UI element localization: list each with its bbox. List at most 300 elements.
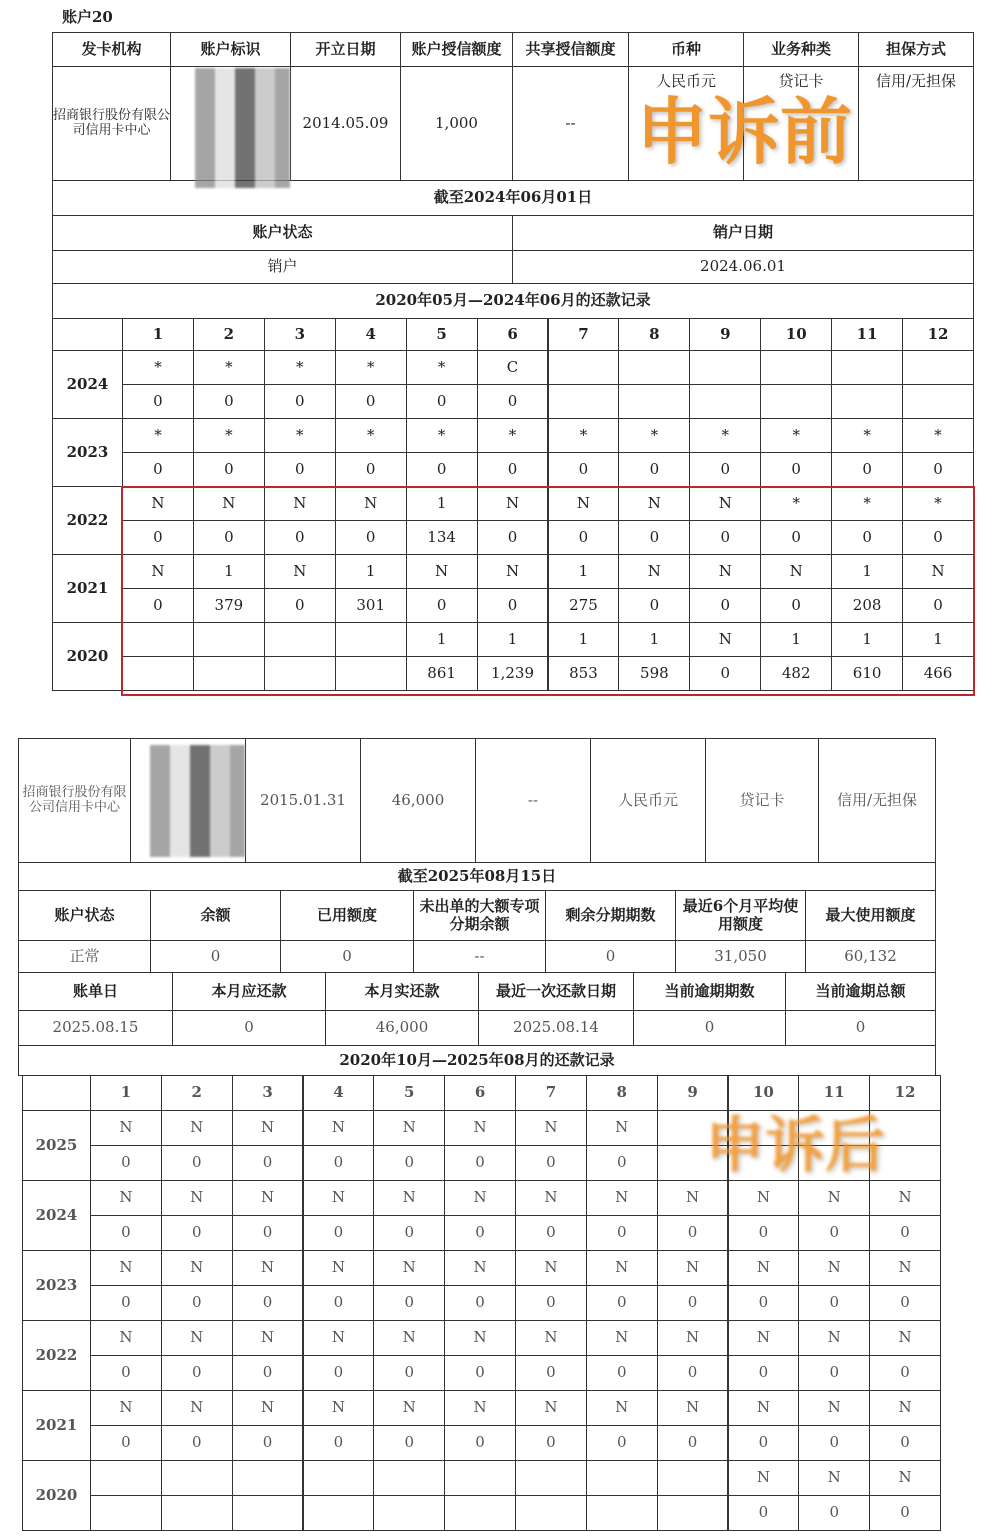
repayment-amount-cell: 0	[90, 1215, 162, 1251]
repayment-amount-cell: 0	[444, 1145, 516, 1181]
repayment-status-cell: *	[406, 418, 478, 453]
summary-value: 0	[172, 1010, 326, 1046]
repayment-amount-cell: 0	[618, 520, 690, 555]
repayment-status-cell: *	[264, 418, 336, 453]
repayment-amount-cell: 466	[902, 656, 974, 691]
repayment-amount-cell: 0	[586, 1285, 658, 1321]
repayment-status-cell: N	[618, 554, 690, 589]
repayment-status-cell: N	[232, 1250, 304, 1286]
column-header: 币种	[628, 32, 744, 67]
record-title: 2020年05月—2024年06月的还款记录	[52, 283, 974, 319]
repayment-amount-cell: 0	[477, 452, 549, 487]
year-label: 2024	[22, 1180, 91, 1251]
repayment-amount-cell: 0	[264, 384, 336, 419]
year-label: 2023	[22, 1250, 91, 1321]
year-label: 2022	[22, 1320, 91, 1391]
redacted-account-id	[150, 745, 245, 857]
repayment-amount-cell: 0	[232, 1425, 304, 1461]
column-value: 招商银行股份有限公司信用卡中心	[18, 738, 131, 863]
month-header: 6	[444, 1075, 516, 1111]
repayment-amount-cell: 0	[728, 1355, 800, 1391]
column-value: --	[512, 66, 629, 181]
summary-value: 0	[785, 1010, 936, 1046]
repayment-amount-cell: 0	[90, 1145, 162, 1181]
column-value: 信用/无担保	[858, 66, 974, 181]
repayment-status-cell: N	[444, 1320, 516, 1356]
repayment-amount-cell: 0	[90, 1285, 162, 1321]
repayment-status-cell: N	[373, 1180, 445, 1216]
repayment-amount-cell: 0	[303, 1285, 375, 1321]
repayment-status-cell: N	[161, 1250, 233, 1286]
summary-header: 账单日	[18, 972, 173, 1011]
repayment-status-cell: 1	[902, 622, 974, 657]
repayment-amount-cell: 0	[406, 588, 478, 623]
repayment-status-cell: N	[373, 1320, 445, 1356]
repayment-amount-cell: 0	[193, 384, 265, 419]
repayment-status-cell: *	[902, 486, 974, 521]
repayment-status-cell: N	[728, 1460, 800, 1496]
repayment-amount-cell	[689, 384, 761, 419]
repayment-amount-cell: 0	[728, 1285, 800, 1321]
summary-header: 剩余分期期数	[545, 890, 676, 941]
repayment-status-cell: *	[689, 418, 761, 453]
month-header: 2	[161, 1075, 233, 1111]
repayment-amount-cell: 0	[373, 1355, 445, 1391]
year-label: 2022	[52, 486, 123, 555]
repayment-status-cell	[515, 1460, 587, 1496]
repayment-status-cell: N	[902, 554, 974, 589]
repayment-status-cell: N	[264, 554, 336, 589]
record-title: 2020年10月—2025年08月的还款记录	[18, 1045, 936, 1076]
repayment-status-cell: 1	[548, 622, 620, 657]
repayment-status-cell: N	[161, 1180, 233, 1216]
repayment-status-cell	[303, 1460, 375, 1496]
summary-header: 本月实还款	[325, 972, 479, 1011]
repayment-status-cell: N	[689, 486, 761, 521]
repayment-amount-cell: 0	[657, 1215, 729, 1251]
summary-header: 本月应还款	[172, 972, 326, 1011]
repayment-status-cell: 1	[548, 554, 620, 589]
repayment-amount-cell: 610	[831, 656, 903, 691]
repayment-amount-cell: 598	[618, 656, 690, 691]
repayment-status-cell: N	[869, 1250, 941, 1286]
repayment-status-cell: N	[869, 1460, 941, 1496]
repayment-amount-cell: 134	[406, 520, 478, 555]
repayment-amount-cell: 861	[406, 656, 478, 691]
repayment-amount-cell: 0	[264, 520, 336, 555]
repayment-amount-cell: 0	[335, 384, 407, 419]
repayment-status-cell: N	[232, 1180, 304, 1216]
repayment-status-cell: N	[373, 1390, 445, 1426]
repayment-amount-cell: 0	[232, 1285, 304, 1321]
month-header: 9	[689, 318, 761, 351]
repayment-amount-cell: 0	[122, 452, 194, 487]
repayment-status-cell: 1	[477, 622, 549, 657]
repayment-amount-cell: 0	[335, 452, 407, 487]
repayment-status-cell: 1	[760, 622, 832, 657]
repayment-amount-cell: 0	[728, 1495, 800, 1531]
repayment-status-cell: N	[657, 1320, 729, 1356]
column-value: 1,000	[400, 66, 513, 181]
month-header: 5	[406, 318, 478, 351]
status-header: 销户日期	[512, 215, 974, 251]
column-header: 发卡机构	[52, 32, 171, 67]
column-header: 账户标识	[170, 32, 291, 67]
repayment-status-cell: N	[515, 1320, 587, 1356]
repayment-amount-cell: 0	[303, 1145, 375, 1181]
repayment-status-cell: N	[586, 1110, 658, 1146]
repayment-amount-cell: 0	[303, 1425, 375, 1461]
repayment-amount-cell: 0	[90, 1355, 162, 1391]
repayment-amount-cell	[657, 1495, 729, 1531]
year-label: 2021	[52, 554, 123, 623]
repayment-amount-cell: 0	[657, 1285, 729, 1321]
summary-value: 31,050	[675, 940, 806, 973]
repayment-amount-cell: 0	[831, 520, 903, 555]
repayment-status-cell: N	[477, 486, 549, 521]
column-header: 担保方式	[858, 32, 974, 67]
repayment-status-cell: 1	[831, 622, 903, 657]
month-header: 2	[193, 318, 265, 351]
repayment-status-cell	[586, 1460, 658, 1496]
repayment-status-cell: N	[122, 486, 194, 521]
repayment-status-cell: *	[760, 486, 832, 521]
repayment-amount-cell: 0	[689, 520, 761, 555]
month-header: 4	[335, 318, 407, 351]
repayment-amount-cell: 0	[161, 1145, 233, 1181]
repayment-amount-cell	[548, 384, 620, 419]
repayment-status-cell: 1	[618, 622, 690, 657]
highlight-box	[121, 486, 975, 696]
month-header: 12	[869, 1075, 941, 1111]
repayment-amount-cell: 0	[444, 1215, 516, 1251]
as-of-date: 截至2024年06月01日	[52, 180, 974, 216]
year-label: 2020	[22, 1460, 91, 1531]
column-value: 人民币元	[590, 738, 706, 863]
column-header: 账户授信额度	[400, 32, 513, 67]
month-header: 4	[303, 1075, 375, 1111]
column-value: --	[475, 738, 591, 863]
repayment-amount-cell: 0	[618, 588, 690, 623]
repayment-amount-cell: 0	[232, 1145, 304, 1181]
repayment-status-cell: N	[406, 554, 478, 589]
repayment-status-cell: N	[618, 486, 690, 521]
summary-header: 当前逾期期数	[633, 972, 786, 1011]
repayment-amount-cell: 0	[373, 1215, 445, 1251]
month-header: 3	[232, 1075, 304, 1111]
month-header: 6	[477, 318, 549, 351]
repayment-status-cell: *	[760, 418, 832, 453]
summary-value: 2025.08.15	[18, 1010, 173, 1046]
repayment-status-cell: N	[728, 1250, 800, 1286]
repayment-status-cell: 1	[193, 554, 265, 589]
repayment-amount-cell	[373, 1495, 445, 1531]
repayment-status-cell: *	[193, 350, 265, 385]
repayment-amount-cell	[760, 384, 832, 419]
column-value: 人民币元	[628, 66, 744, 181]
account-label: 账户20	[62, 8, 113, 26]
repayment-status-cell: N	[689, 554, 761, 589]
repayment-amount-cell	[161, 1495, 233, 1531]
repayment-amount-cell: 0	[444, 1355, 516, 1391]
redacted-account-id	[195, 68, 290, 188]
repayment-amount-cell: 1,239	[477, 656, 549, 691]
repayment-status-cell: N	[232, 1110, 304, 1146]
repayment-status-cell: N	[161, 1390, 233, 1426]
repayment-amount-cell: 208	[831, 588, 903, 623]
column-value: 2015.01.31	[245, 738, 361, 863]
repayment-amount-cell: 0	[406, 452, 478, 487]
repayment-amount-cell	[232, 1495, 304, 1531]
repayment-status-cell: N	[303, 1110, 375, 1146]
repayment-amount-cell: 0	[902, 588, 974, 623]
repayment-amount-cell: 0	[618, 452, 690, 487]
repayment-status-cell: *	[122, 350, 194, 385]
repayment-amount-cell: 0	[798, 1215, 870, 1251]
repayment-status-cell: N	[90, 1320, 162, 1356]
month-header: 7	[548, 318, 620, 351]
repayment-status-cell: *	[902, 418, 974, 453]
repayment-amount-cell: 0	[90, 1425, 162, 1461]
repayment-amount-cell: 0	[586, 1145, 658, 1181]
repayment-status-cell	[618, 350, 690, 385]
repayment-status-cell: N	[657, 1250, 729, 1286]
repayment-status-cell	[373, 1460, 445, 1496]
repayment-status-cell: N	[90, 1250, 162, 1286]
summary-value: 46,000	[325, 1010, 479, 1046]
repayment-status-cell: *	[831, 418, 903, 453]
summary-value: 正常	[18, 940, 151, 973]
repayment-status-cell: N	[728, 1390, 800, 1426]
repayment-status-cell: N	[586, 1390, 658, 1426]
repayment-status-cell: N	[869, 1390, 941, 1426]
repayment-amount-cell: 0	[586, 1425, 658, 1461]
repayment-amount-cell: 0	[406, 384, 478, 419]
repayment-amount-cell: 0	[515, 1355, 587, 1391]
repayment-status-cell: 1	[406, 622, 478, 657]
repayment-amount-cell: 0	[798, 1285, 870, 1321]
repayment-amount-cell: 0	[444, 1285, 516, 1321]
repayment-amount-cell	[515, 1495, 587, 1531]
repayment-status-cell: N	[373, 1250, 445, 1286]
repayment-amount-cell: 0	[689, 656, 761, 691]
repayment-amount-cell: 0	[728, 1215, 800, 1251]
repayment-status-cell: N	[515, 1390, 587, 1426]
repayment-amount-cell	[618, 384, 690, 419]
month-header: 7	[515, 1075, 587, 1111]
repayment-status-cell	[548, 350, 620, 385]
column-header: 开立日期	[290, 32, 401, 67]
repayment-status-cell: N	[303, 1320, 375, 1356]
repayment-amount-cell: 0	[657, 1425, 729, 1461]
column-header: 共享授信额度	[512, 32, 629, 67]
month-header: 10	[728, 1075, 800, 1111]
year-label: 2023	[52, 418, 123, 487]
repayment-amount-cell: 0	[232, 1215, 304, 1251]
repayment-amount-cell: 0	[193, 520, 265, 555]
month-header-corner	[22, 1075, 91, 1111]
repayment-amount-cell: 0	[869, 1285, 941, 1321]
repayment-amount-cell: 0	[161, 1355, 233, 1391]
repayment-amount-cell	[831, 384, 903, 419]
repayment-status-cell: N	[303, 1390, 375, 1426]
repayment-status-cell	[689, 350, 761, 385]
repayment-status-cell: N	[798, 1460, 870, 1496]
month-header: 8	[586, 1075, 658, 1111]
repayment-status-cell: N	[161, 1320, 233, 1356]
repayment-status-cell: N	[548, 486, 620, 521]
repayment-amount-cell: 0	[161, 1285, 233, 1321]
repayment-amount-cell: 0	[548, 520, 620, 555]
year-label: 2021	[22, 1390, 91, 1461]
repayment-status-cell: N	[303, 1250, 375, 1286]
repayment-status-cell: N	[90, 1390, 162, 1426]
repayment-amount-cell: 0	[122, 588, 194, 623]
column-value: 46,000	[360, 738, 476, 863]
repayment-status-cell	[444, 1460, 516, 1496]
repayment-status-cell: N	[728, 1180, 800, 1216]
repayment-amount-cell: 0	[760, 520, 832, 555]
repayment-status-cell: N	[444, 1110, 516, 1146]
month-header: 11	[831, 318, 903, 351]
repayment-status-cell: N	[515, 1250, 587, 1286]
month-header: 8	[618, 318, 690, 351]
repayment-status-cell: N	[193, 486, 265, 521]
summary-value: 0	[280, 940, 414, 973]
repayment-status-cell: N	[586, 1320, 658, 1356]
repayment-amount-cell: 0	[335, 520, 407, 555]
repayment-status-cell: N	[444, 1390, 516, 1426]
summary-value: 2025.08.14	[478, 1010, 634, 1046]
column-value: 招商银行股份有限公司信用卡中心	[52, 66, 171, 181]
repayment-status-cell: *	[122, 418, 194, 453]
repayment-status-cell: *	[193, 418, 265, 453]
repayment-status-cell: N	[232, 1390, 304, 1426]
repayment-amount-cell: 0	[264, 588, 336, 623]
repayment-status-cell: N	[232, 1320, 304, 1356]
repayment-status-cell	[232, 1460, 304, 1496]
repayment-status-cell: N	[335, 486, 407, 521]
repayment-status-cell: 1	[406, 486, 478, 521]
repayment-amount-cell: 0	[798, 1495, 870, 1531]
repayment-amount-cell: 0	[902, 520, 974, 555]
repayment-status-cell: N	[515, 1110, 587, 1146]
year-label: 2020	[52, 622, 123, 691]
repayment-amount-cell: 0	[760, 452, 832, 487]
repayment-amount-cell: 482	[760, 656, 832, 691]
repayment-amount-cell: 0	[728, 1425, 800, 1461]
repayment-status-cell: N	[477, 554, 549, 589]
repayment-amount-cell	[586, 1495, 658, 1531]
repayment-amount-cell: 0	[869, 1215, 941, 1251]
repayment-amount-cell: 0	[657, 1355, 729, 1391]
repayment-status-cell: N	[798, 1390, 870, 1426]
summary-header: 最大使用额度	[805, 890, 936, 941]
repayment-amount-cell: 0	[869, 1425, 941, 1461]
month-header: 11	[798, 1075, 870, 1111]
repayment-amount-cell: 379	[193, 588, 265, 623]
summary-header: 最近6个月平均使用额度	[675, 890, 806, 941]
repayment-status-cell: *	[831, 486, 903, 521]
repayment-status-cell: N	[657, 1390, 729, 1426]
repayment-amount-cell: 0	[869, 1495, 941, 1531]
repayment-amount-cell: 0	[444, 1425, 516, 1461]
repayment-amount-cell: 0	[122, 384, 194, 419]
column-value: 2014.05.09	[290, 66, 401, 181]
column-value: 贷记卡	[743, 66, 859, 181]
month-header: 3	[264, 318, 336, 351]
repayment-amount-cell: 0	[798, 1355, 870, 1391]
repayment-amount-cell: 0	[303, 1215, 375, 1251]
summary-value: 0	[545, 940, 676, 973]
before-stamp: 申诉前	[636, 90, 853, 174]
repayment-status-cell: N	[264, 486, 336, 521]
repayment-status-cell: *	[335, 350, 407, 385]
repayment-status-cell: N	[760, 554, 832, 589]
repayment-status-cell: 1	[831, 554, 903, 589]
repayment-amount-cell: 0	[869, 1355, 941, 1391]
repayment-amount-cell: 0	[515, 1145, 587, 1181]
summary-value: 0	[150, 940, 281, 973]
repayment-amount-cell	[902, 384, 974, 419]
repayment-amount-cell: 0	[477, 588, 549, 623]
repayment-status-cell: N	[90, 1180, 162, 1216]
repayment-amount-cell: 0	[122, 520, 194, 555]
repayment-amount-cell: 0	[831, 452, 903, 487]
summary-value: --	[413, 940, 546, 973]
month-header: 1	[122, 318, 194, 351]
repayment-amount-cell: 275	[548, 588, 620, 623]
repayment-amount-cell: 0	[193, 452, 265, 487]
summary-value: 0	[633, 1010, 786, 1046]
repayment-amount-cell: 0	[798, 1425, 870, 1461]
repayment-status-cell: C	[477, 350, 549, 385]
column-header: 业务种类	[743, 32, 859, 67]
repayment-status-cell: N	[586, 1180, 658, 1216]
repayment-amount-cell: 0	[373, 1425, 445, 1461]
month-header: 10	[760, 318, 832, 351]
status-value: 2024.06.01	[512, 250, 974, 284]
repayment-amount-cell: 0	[902, 452, 974, 487]
repayment-amount-cell: 0	[548, 452, 620, 487]
repayment-amount-cell: 0	[303, 1355, 375, 1391]
repayment-status-cell: N	[869, 1320, 941, 1356]
summary-header: 当前逾期总额	[785, 972, 936, 1011]
summary-header: 余额	[150, 890, 281, 941]
repayment-amount-cell: 0	[760, 588, 832, 623]
repayment-status-cell: *	[618, 418, 690, 453]
repayment-amount-cell: 0	[515, 1215, 587, 1251]
repayment-status-cell: *	[406, 350, 478, 385]
repayment-amount-cell: 0	[689, 452, 761, 487]
status-value: 销户	[52, 250, 513, 284]
repayment-status-cell	[90, 1460, 162, 1496]
repayment-amount-cell: 0	[515, 1425, 587, 1461]
repayment-amount-cell: 0	[232, 1355, 304, 1391]
month-header: 5	[373, 1075, 445, 1111]
repayment-status-cell: N	[657, 1180, 729, 1216]
repayment-amount-cell: 853	[548, 656, 620, 691]
summary-header: 账户状态	[18, 890, 151, 941]
repayment-amount-cell: 0	[477, 384, 549, 419]
repayment-amount-cell: 0	[586, 1355, 658, 1391]
year-label: 2024	[52, 350, 123, 419]
status-header: 账户状态	[52, 215, 513, 251]
repayment-status-cell: N	[586, 1250, 658, 1286]
month-header: 9	[657, 1075, 729, 1111]
year-label: 2025	[22, 1110, 91, 1181]
month-header: 1	[90, 1075, 162, 1111]
